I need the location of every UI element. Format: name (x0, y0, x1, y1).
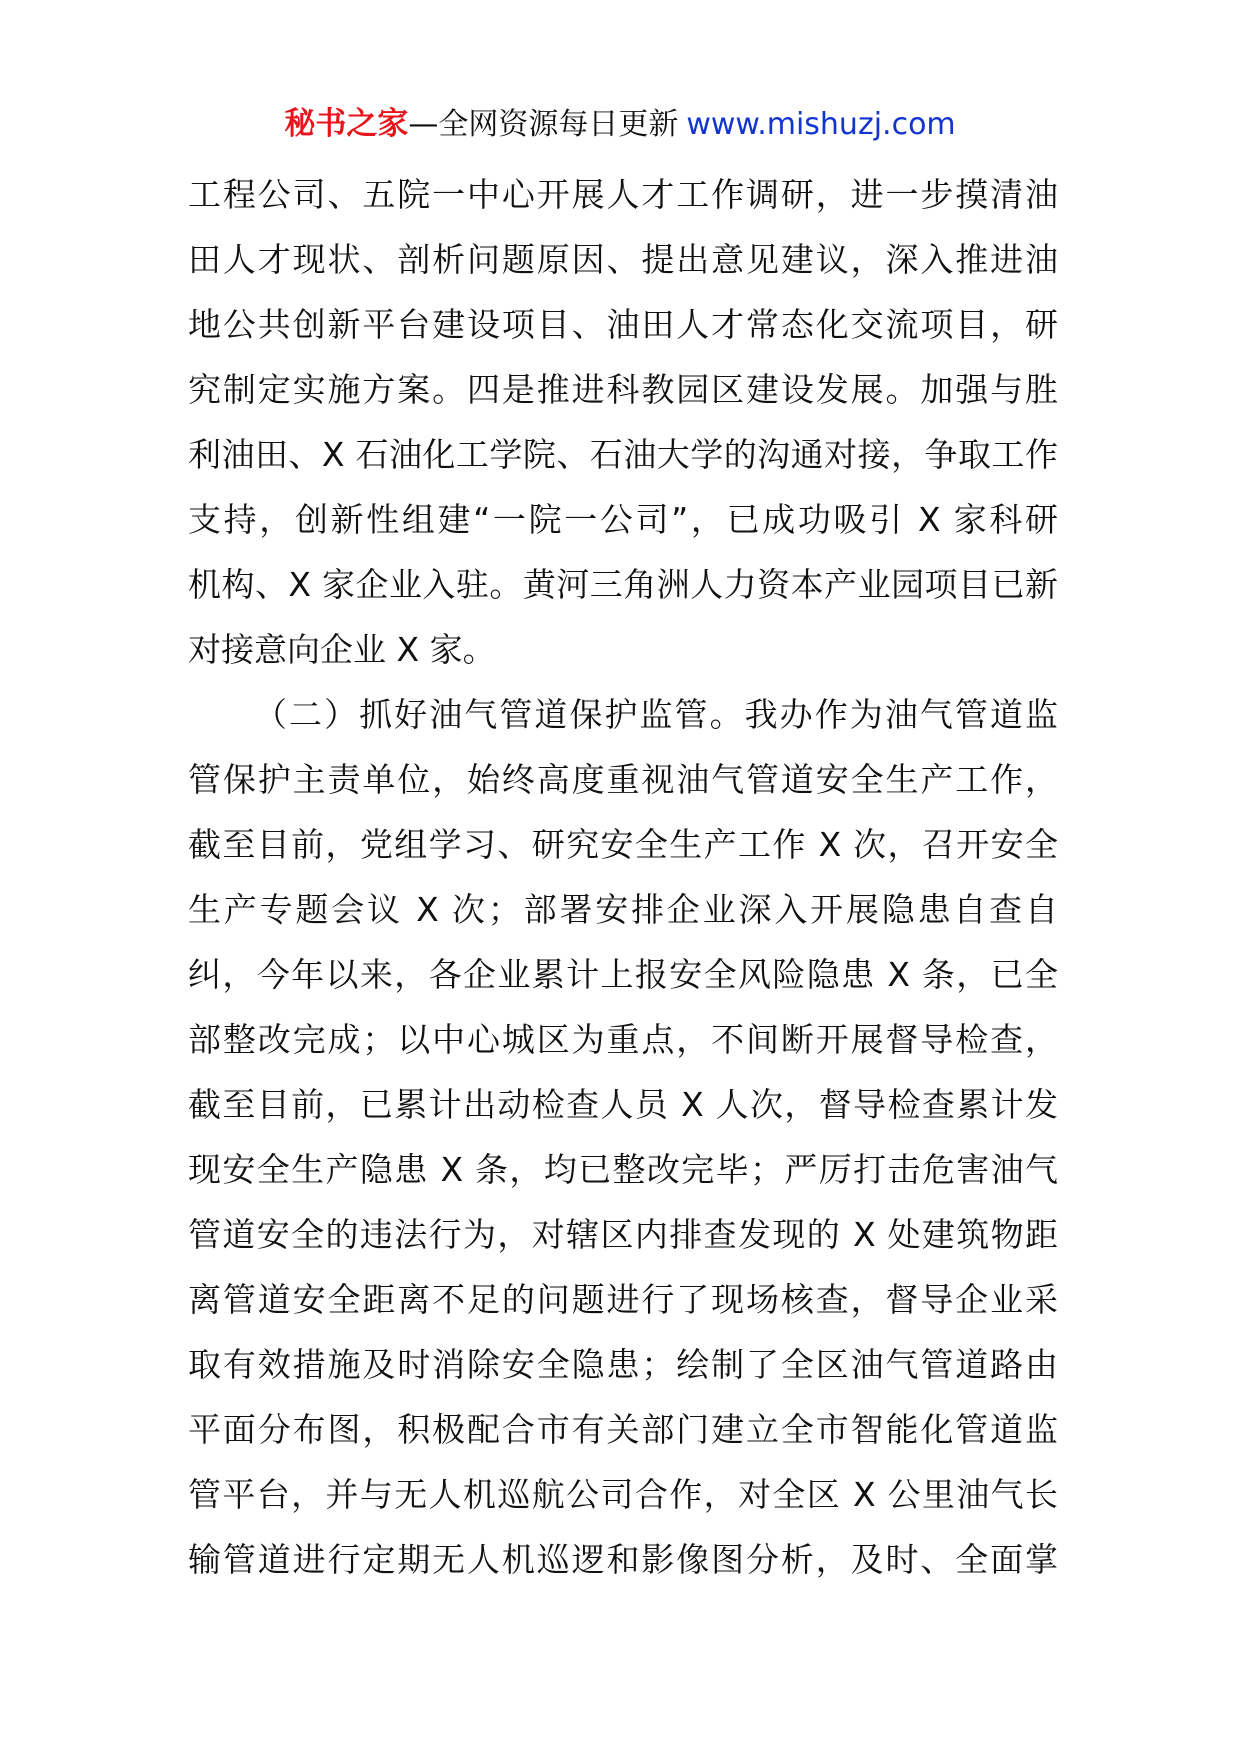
text-line: 输管道进行定期无人机巡逻和影像图分析，及时、全面掌 (188, 1540, 1058, 1579)
text-line: 管保护主责单位，始终高度重视油气管道安全生产工作， (188, 760, 1058, 799)
text-line: 部整改完成；以中心城区为重点，不间断开展督导检查， (188, 1020, 1058, 1059)
document-body (188, 162, 1058, 1592)
text-line: 工程公司、五院一中心开展人才工作调研，进一步摸清油 (188, 175, 1058, 214)
text-line: 现安全生产隐患 X 条，均已整改完毕；严厉打击危害油气 (188, 1150, 1058, 1189)
text-line: 究制定实施方案。四是推进科教园区建设发展。加强与胜 (188, 370, 1058, 409)
text-line: 纠，今年以来，各企业累计上报安全风险隐患 X 条，已全 (188, 955, 1058, 994)
text-line: 机构、X 家企业入驻。黄河三角洲人力资本产业园项目已新 (188, 565, 1058, 604)
text-line: 生产专题会议 X 次；部署安排企业深入开展隐患自查自 (188, 890, 1058, 929)
header-slogan: —全网资源每日更新 (408, 107, 679, 142)
text-line: 平面分布图，积极配合市有关部门建立全市智能化管道监 (188, 1410, 1058, 1449)
text-line: 截至目前，已累计出动检查人员 X 人次，督导检查累计发 (188, 1085, 1058, 1124)
site-header (0, 100, 1240, 149)
text-line: 支持，创新性组建“一院一公司”，已成功吸引 X 家科研 (188, 500, 1058, 539)
text-line: 地公共创新平台建设项目、油田人才常态化交流项目，研 (188, 305, 1058, 344)
text-line: 管平台，并与无人机巡航公司合作，对全区 X 公里油气长 (188, 1475, 1058, 1514)
text-line: 利油田、X 石油化工学院、石油大学的沟通对接，争取工作 (188, 435, 1058, 474)
text-line: 管道安全的违法行为，对辖区内排查发现的 X 处建筑物距 (188, 1215, 1058, 1254)
site-url-link[interactable]: www.mishuzj.com (686, 107, 956, 142)
text-line: 田人才现状、剖析问题原因、提出意见建议，深入推进油 (188, 240, 1058, 279)
brand-name: 秘书之家 (284, 106, 409, 142)
text-line: 截至目前，党组学习、研究安全生产工作 X 次，召开安全 (188, 825, 1058, 864)
text-line: 离管道安全距离不足的问题进行了现场核查，督导企业采 (188, 1280, 1058, 1319)
text-line: 取有效措施及时消除安全隐患；绘制了全区油气管道路由 (188, 1345, 1058, 1384)
section-heading-line: （二）抓好油气管道保护监管。我办作为油气管道监 (254, 695, 1058, 734)
text-line: 对接意向企业 X 家。 (188, 630, 496, 669)
